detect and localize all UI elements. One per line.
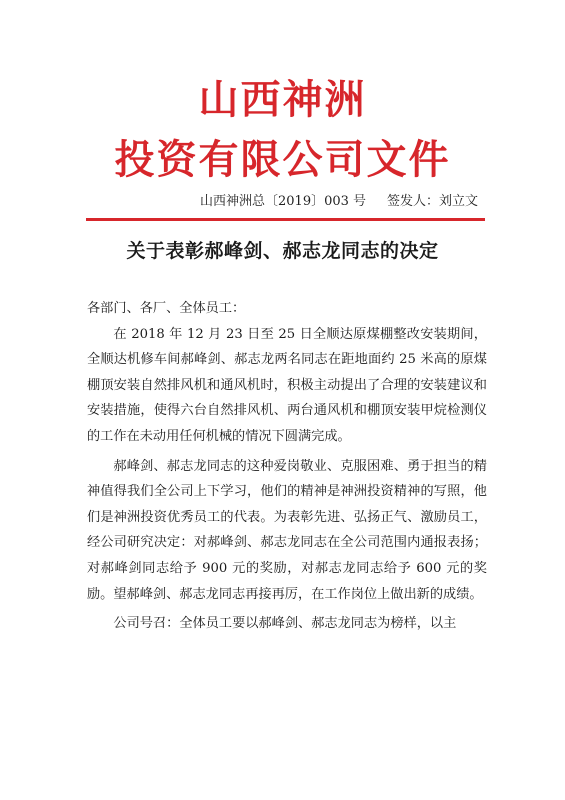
- document-body: [87, 296, 487, 637]
- body-paragraph: 公司号召：全体员工要以郝峰剑、郝志龙同志为榜样，以主: [113, 616, 457, 632]
- salutation: 各部门、各厂、全体员工：: [87, 301, 246, 316]
- document-signer: 签发人：刘立文: [387, 194, 479, 209]
- document-number: 山西神洲总〔2019〕003 号: [200, 194, 367, 209]
- red-divider-line: [86, 218, 485, 221]
- body-paragraph: 郝峰剑、郝志龙同志的这种爱岗敬业、克服困难、勇于担当的精神值得我们全公司上下学习，他们的精神是神洲投资精神的写照，他们是神洲投资优秀员工的代表。为表彰先进、弘扬正气、激励员工，经公司研究决定：对郝峰剑、郝志龙同志在全公司范围内通报表扬；对郝峰剑同志给予 900 元的奖励，对郝志龙同志给予 600 元的奖励。望郝峰剑、郝志龙同志再接再厉，在工作岗位上做出新的成绩。: [87, 458, 487, 602]
- letterhead-document-type: 投资有限公司文件: [114, 136, 451, 183]
- body-paragraph: 在 2018 年 12 月 23 日至 25 日全顺达原煤棚整改安装期间，全顺达机修车间郝峰剑、郝志龙两名同志在距地面约 25 米高的原煤棚顶安装自然排风机和通风机时，积极主动提出了合理的安装建议和安装措施，使得六台自然排风机、两台通风机和棚顶安装甲烷检测仪的工作在未动用任何机械的情况下圆满完成。: [87, 326, 487, 444]
- document-title: 关于表彰郝峰剑、郝志龙同志的决定: [126, 240, 439, 262]
- letterhead-company-name: 山西神洲: [198, 76, 367, 123]
